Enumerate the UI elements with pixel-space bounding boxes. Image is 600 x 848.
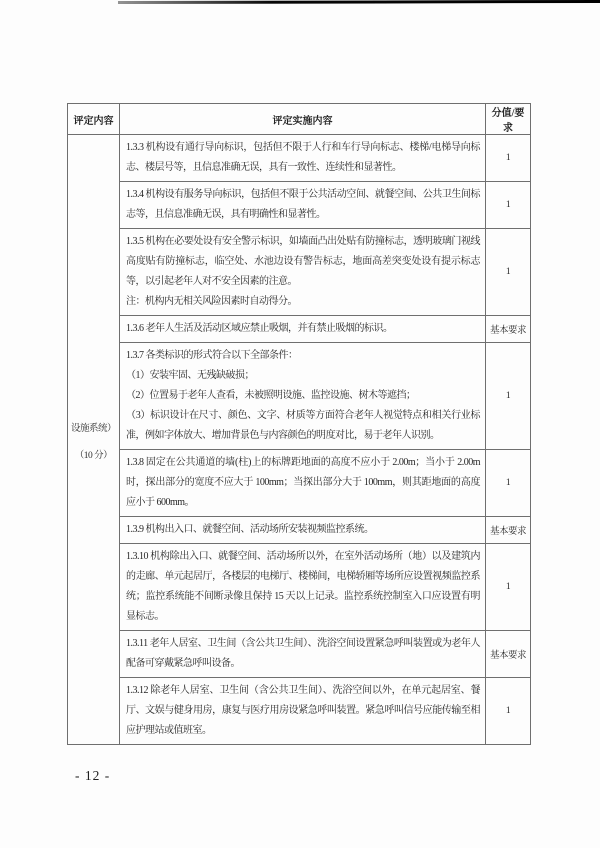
criteria-cell (120, 517, 486, 544)
table-row (68, 316, 531, 343)
table-row (68, 678, 531, 745)
page-number: - 12 - (75, 768, 111, 783)
category-cell (68, 135, 120, 745)
criteria-paragraph: 1.3.6 老年人生活及活动区域应禁止吸烟，并有禁止吸烟的标识。 (126, 323, 393, 334)
table-row (68, 450, 531, 517)
criteria-paragraph: 1.3.10 机构除出入口、就餐空间、活动场所以外，在室外活动场所（地）以及建筑内的走廊、单元起居厅，各楼层的电梯厅、楼梯间，电梯轿厢等场所应设置视频监控系统；监控系统能不间断录像且保持 15 天以上记录。监控系统控制室入口应设置有明显标志。 (126, 551, 480, 622)
category-line: （10 分） (74, 450, 113, 461)
score-cell: 1 (486, 544, 531, 631)
criteria-cell (120, 135, 486, 182)
table-row (68, 135, 531, 182)
score-cell: 基本要求 (486, 631, 531, 678)
criteria-cell (120, 544, 486, 631)
criteria-cell (120, 450, 486, 517)
scan-artifact-line (118, 0, 600, 3)
score-cell: 1 (486, 343, 531, 450)
score-cell: 1 (486, 229, 531, 316)
table-row (68, 229, 531, 316)
criteria-cell (120, 343, 486, 450)
column-header-score: 分值/要求 (486, 104, 531, 135)
table-row (68, 182, 531, 229)
criteria-paragraph: 1.3.3 机构设有通行导向标识，包括但不限于人行和车行导向标志、楼梯/电梯导向标志、楼层号等，且信息准确无误，具有一致性、连续性和显著性。 (126, 142, 480, 173)
criteria-paragraph: 注：机构内无相关风险因素时自动得分。 (126, 296, 297, 307)
table-row (68, 517, 531, 544)
table-row (68, 631, 531, 678)
score-cell: 1 (486, 678, 531, 745)
column-header-criteria: 评定实施内容 (120, 104, 486, 135)
score-cell: 基本要求 (486, 316, 531, 343)
criteria-paragraph: 1.3.11 老年人居室、卫生间（含公共卫生间）、洗浴空间设置紧急呼叫装置或为老年人配备可穿戴紧急呼叫设备。 (126, 638, 480, 669)
criteria-cell (120, 316, 486, 343)
criteria-cell (120, 678, 486, 745)
criteria-paragraph: 1.3.5 机构在必要处设有安全警示标识，如墙面凸出处贴有防撞标志，透明玻璃门视线高度贴有防撞标志，临空处、水池边设有警告标志，地面高差突变处设有提示标志等，以引起老年人对不安全因素的注意。 (126, 236, 480, 287)
criteria-paragraph: 1.3.9 机构出入口、就餐空间、活动场所安装视频监控系统。 (126, 524, 374, 535)
table-row (68, 343, 531, 450)
score-cell: 1 (486, 450, 531, 517)
column-header-category: 评定内容 (68, 104, 120, 135)
evaluation-table (67, 103, 531, 745)
criteria-paragraph: 1.3.12 除老年人居室、卫生间（含公共卫生间）、洗浴空间以外，在单元起居室、餐厅、文娱与健身用房，康复与医疗用房设紧急呼叫装置。紧急呼叫信号应能传输至相应护理站或值班室。 (126, 685, 480, 736)
score-cell: 1 (486, 135, 531, 182)
criteria-paragraph: （1）安装牢固、无残缺破损； (126, 370, 254, 381)
score-cell: 基本要求 (486, 517, 531, 544)
table-body (68, 135, 531, 745)
table-header-row (68, 104, 531, 135)
criteria-paragraph: 1.3.8 固定在公共通道的墙(柱)上的标牌距地面的高度不应小于 2.00m；当小于 2.00m 时，探出部分的宽度不应大于 100mm；当探出部分大于 100mm，则其距地面的高度应小于 600mm。 (126, 457, 480, 508)
criteria-cell (120, 229, 486, 316)
criteria-paragraph: 1.3.4 机构设有服务导向标识，包括但不限于公共活动空间、就餐空间、公共卫生间标志等，且信息准确无误，具有明确性和显著性。 (126, 189, 480, 220)
table-row (68, 544, 531, 631)
criteria-paragraph: （2）位置易于老年人查看，未被照明设施、监控设施、树木等遮挡； (126, 390, 416, 401)
criteria-cell (120, 631, 486, 678)
score-cell: 1 (486, 182, 531, 229)
criteria-cell (120, 182, 486, 229)
criteria-paragraph: 1.3.7 各类标识的形式符合以下全部条件： (126, 350, 298, 361)
criteria-paragraph: （3）标识设计在尺寸、颜色、文字、材质等方面符合老年人视觉特点和相关行业标准，例如字体放大、增加背景色与内容颜色的明度对比，易于老年人识别。 (126, 410, 480, 441)
category-line: 设施系统） (70, 423, 116, 434)
